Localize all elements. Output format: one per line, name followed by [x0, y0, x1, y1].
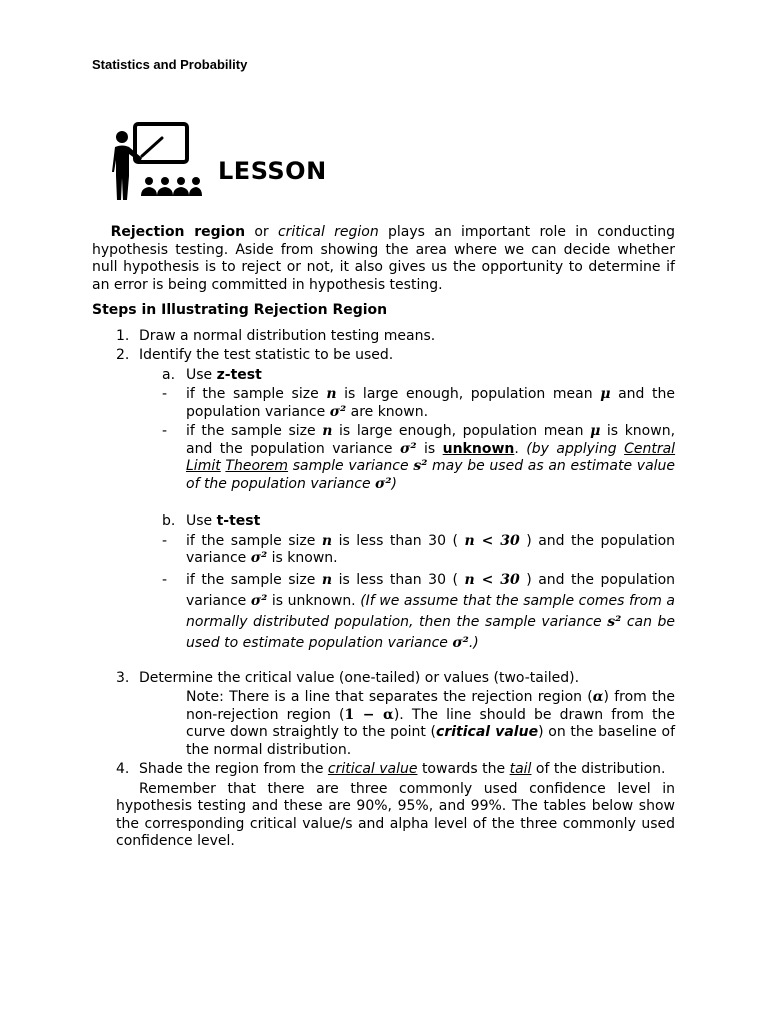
z-test-bullet-1: - if the sample size n is large enough, population mean μ and the population variance σ² are known. — [162, 386, 676, 420]
t-test-bullet-1: - if the sample size n is less than 30 ( n < 30 ) and the population variance σ² is known. — [162, 532, 676, 566]
unknown-emphasis: unknown — [442, 440, 515, 457]
sub-step-z-test: a. Use z-test — [162, 366, 262, 383]
step-4: 4. Shade the region from the critical value towards the tail of the distribution. — [116, 761, 666, 777]
term-critical-region: critical region — [277, 224, 379, 240]
teacher-presentation-icon — [112, 120, 202, 202]
lesson-title: LESSON — [218, 157, 327, 185]
page-header-subject: Statistics and Probability — [92, 57, 248, 72]
step-3: 3. Determine the critical value (one-tailed) or values (two-tailed). — [116, 669, 580, 686]
step-1: 1. Draw a normal distribution testing means. — [116, 327, 436, 344]
note-paragraph: Note: There is a line that separates the rejection region (α) from the non-rejection region (1 − α). The line should be drawn from the curve down straightly to the point (critical value) on the baseline of the normal distribution. — [186, 689, 675, 758]
z-test-bullet-2: - if the sample size n is large enough, population mean μ is known, and the population variance σ² is unknown. (by applying Central Limit Theorem sample variance s² may be used as an estimate value of the population variance σ²) — [162, 423, 676, 492]
z-test-label: z-test — [216, 366, 262, 383]
step-2: 2. Identify the test statistic to be used. — [116, 347, 394, 363]
intro-paragraph: Rejection region or critical region plays an important role in conducting hypothesis testing. Aside from showing the area where we can decide whether null hypothesis is to reject or not, it also gives us the opportunity to determine if an error is being committed in hypothesis testing. — [92, 224, 676, 293]
term-rejection-region: Rejection region — [110, 224, 246, 240]
steps-heading: Steps in Illustrating Rejection Region — [92, 302, 388, 318]
remember-paragraph: Remember that there are three commonly used confidence level in hypothesis testing and these are 90%, 95%, and 99%. The tables below show the corresponding critical value/s and alpha level of the three commonly used confidence level. — [116, 780, 675, 849]
lesson-content — [92, 224, 675, 851]
t-test-label: t-test — [216, 513, 261, 529]
sub-step-t-test: b. Use t-test — [162, 513, 261, 529]
t-test-bullet-2: - if the sample size n is less than 30 ( n < 30 ) and the population variance σ² is unknown. (If we assume that the sample comes from a normally distributed population, then the sample variance s² can be used to estimate population variance σ².) — [162, 571, 676, 651]
